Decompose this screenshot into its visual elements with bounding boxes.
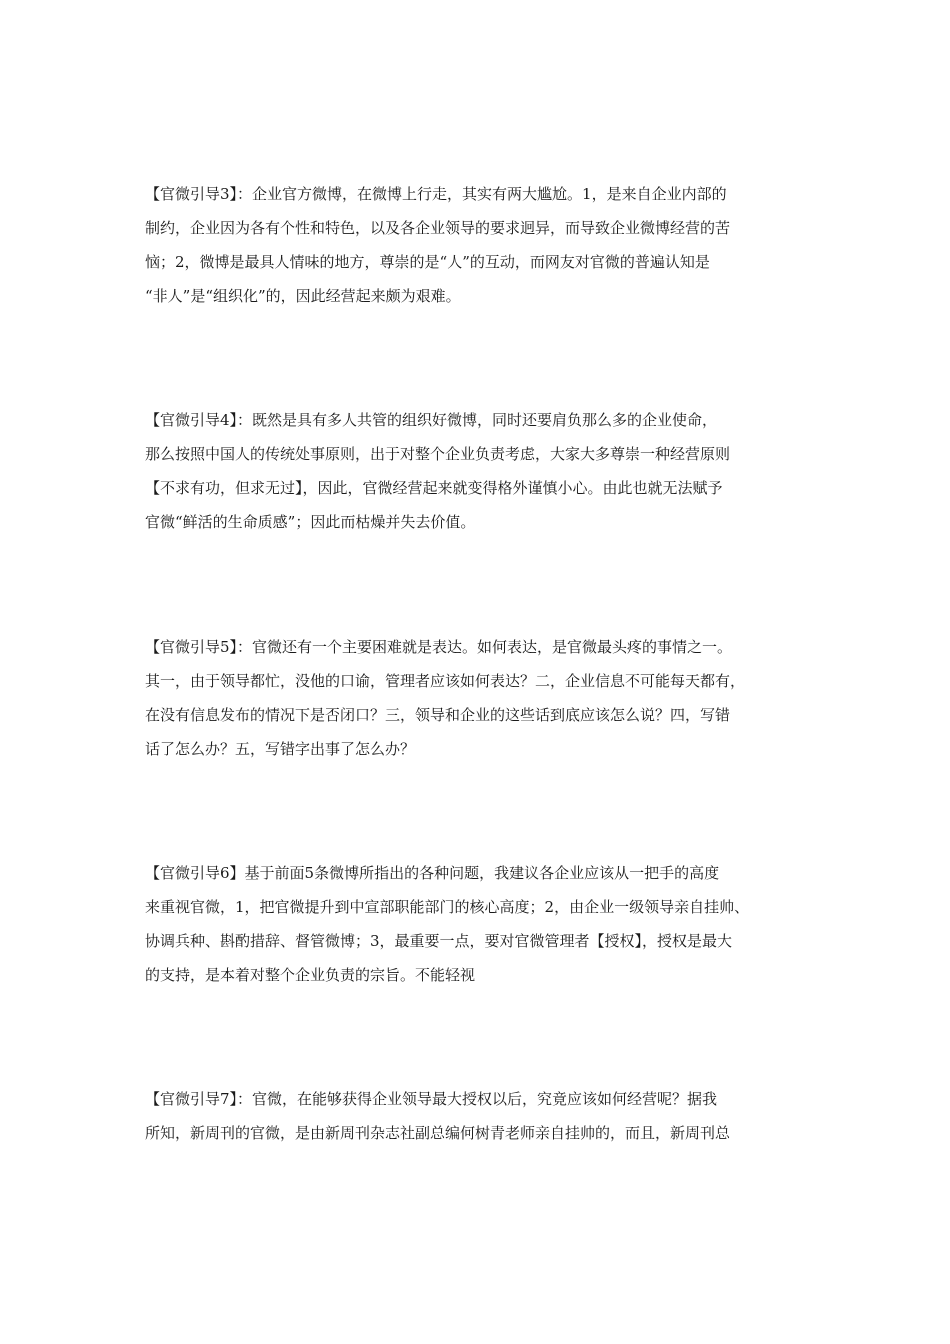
- text-line: 在没有信息发布的情况下是否闭口？三，领导和企业的这些话到底应该怎么说？四，写错: [145, 706, 731, 724]
- text-line: 【官微引导6】基于前面5条微博所指出的各种问题，我建议各企业应该从一把手的高度: [145, 864, 720, 882]
- paragraph-guide-4: [145, 403, 810, 539]
- text-line: 【官微引导5】：官微还有一个主要困难就是表达。如何表达，是官微最头疼的事情之一。: [145, 638, 733, 656]
- text-line: 协调兵种、斟酌措辞、督管微博；3，最重要一点，要对官微管理者【授权】，授权是最大: [145, 932, 733, 950]
- text-line: 所知，新周刊的官微，是由新周刊杂志社副总编何树青老师亲自挂帅的，而且，新周刊总: [145, 1124, 731, 1142]
- text-line: 其一，由于领导都忙，没他的口谕，管理者应该如何表达？二，企业信息不可能每天都有，: [145, 672, 746, 690]
- paragraph-guide-5: [145, 630, 810, 766]
- paragraph-guide-6: [145, 856, 810, 992]
- text-line: 【官微引导7】：官微，在能够获得企业领导最大授权以后，究竟应该如何经营呢？据我: [145, 1090, 718, 1108]
- text-line: 恼；2，微博是最具人情味的地方，尊崇的是“人”的互动，而网友对官微的普遍认知是: [145, 253, 710, 271]
- text-line: 【官微引导3】：企业官方微博，在微博上行走，其实有两大尴尬。1，是来自企业内部的: [145, 185, 727, 203]
- text-line: 【官微引导4】：既然是具有多人共管的组织好微博，同时还要肩负那么多的企业使命，: [145, 411, 718, 429]
- text-line: 制约，企业因为各有个性和特色，以及各企业领导的要求迥异，而导致企业微博经营的苦: [145, 219, 731, 237]
- text-line: 【不求有功，但求无过】，因此，官微经营起来就变得格外谨慎小心。由此也就无法赋予: [145, 479, 723, 497]
- text-line: 那么按照中国人的传统处事原则，出于对整个企业负责考虑，大家大多尊崇一种经营原则: [145, 445, 731, 463]
- text-line: 的支持，是本着对整个企业负责的宗旨。不能轻视: [145, 966, 476, 984]
- paragraph-guide-3: [145, 177, 810, 313]
- text-line: 话了怎么办？五，写错字出事了怎么办？: [145, 740, 416, 758]
- text-line: 官微“鲜活的生命质感”；因此而枯燥并失去价值。: [145, 513, 476, 531]
- text-line: “非人”是“组织化”的，因此经营起来颇为艰难。: [145, 287, 461, 305]
- text-line: 来重视官微，1，把官微提升到中宣部职能部门的核心高度；2，由企业一级领导亲自挂帅、: [145, 898, 750, 916]
- paragraph-guide-7: [145, 1082, 810, 1150]
